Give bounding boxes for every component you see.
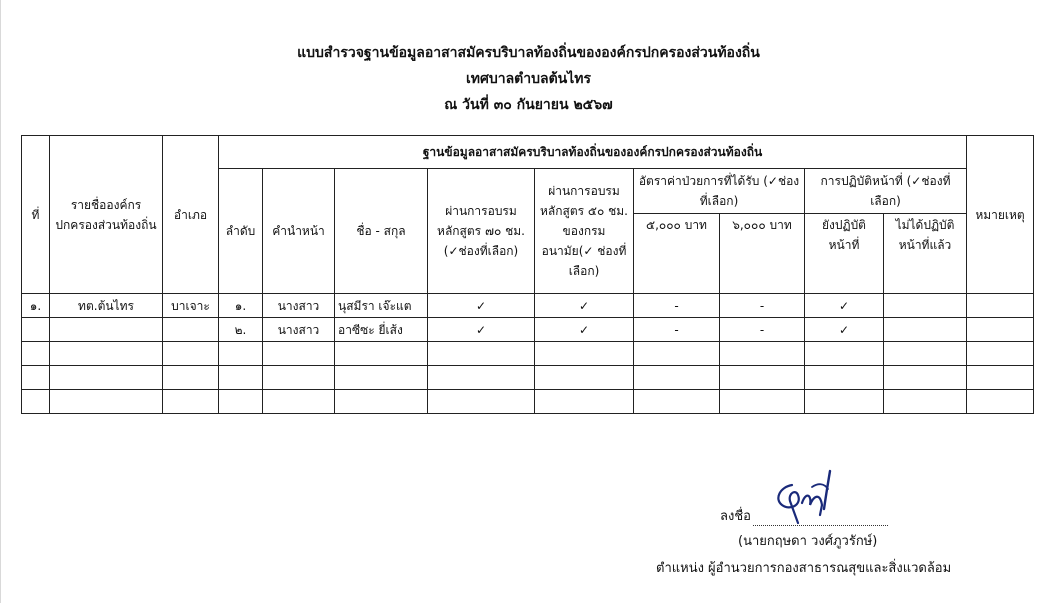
- cell-course70-check: ✓: [428, 318, 535, 342]
- col-header-group: ฐานข้อมูลอาสาสมัครบริบาลท้องถิ่นขององค์กรปกครองส่วนท้องถิ่น: [219, 136, 967, 169]
- col-header-allow-6000: ๖,๐๐๐ บาท: [720, 214, 805, 294]
- col-header-allowance: อัตราค่าป่วยการที่ได้รับ (✓ช่องที่เลือก): [634, 169, 805, 214]
- cell-district: บาเจาะ: [163, 294, 219, 318]
- col-header-duty-active: ยังปฏิบัติหน้าที่: [805, 214, 884, 294]
- col-header-duty-inactive: ไม่ได้ปฏิบัติหน้าที่แล้ว: [884, 214, 967, 294]
- col-header-no: ที่: [22, 136, 50, 294]
- page-edge: [0, 0, 1, 603]
- signature-label: ลงชื่อ: [720, 509, 751, 524]
- cell-duty-active-check: ✓: [805, 318, 884, 342]
- cell-allow-5000: -: [634, 294, 720, 318]
- cell-name: นุสมีรา เจ๊ะแต: [335, 294, 428, 318]
- cell-seq: ๑.: [219, 294, 263, 318]
- cell-duty-inactive: [884, 318, 967, 342]
- cell-course50-check: ✓: [535, 318, 634, 342]
- col-header-org-name: รายชื่อองค์กรปกครองส่วนท้องถิ่น: [50, 136, 163, 294]
- empty-row: [22, 390, 1034, 414]
- organization-name: เทศบาลตำบลต้นไทร: [465, 71, 592, 87]
- signature-dotted-line: [753, 513, 888, 526]
- cell-allow-6000: -: [720, 318, 805, 342]
- cell-remark: [967, 294, 1034, 318]
- col-header-remark: หมายเหตุ: [967, 136, 1034, 294]
- cell-seq: ๒.: [219, 318, 263, 342]
- survey-title: แบบสำรวจฐานข้อมูลอาสาสมัครบริบาลท้องถิ่นขององค์กรปกครองส่วนท้องถิ่น: [297, 45, 760, 61]
- col-header-duty: การปฏิบัติหน้าที่ (✓ช่องที่เลือก): [805, 169, 967, 214]
- cell-duty-active-check: ✓: [805, 294, 884, 318]
- table-row: [22, 294, 1034, 318]
- cell-no: [22, 318, 50, 342]
- col-header-name: ชื่อ - สกุล: [335, 169, 428, 294]
- signer-name: (นายกฤษดา วงศ์ภูวรักษ์): [738, 534, 878, 549]
- empty-row: [22, 342, 1034, 366]
- cell-org: [50, 318, 163, 342]
- cell-course70-check: ✓: [428, 294, 535, 318]
- col-header-course50: ผ่านการอบรมหลักสูตร ๕๐ ชม. ของกรมอนามัย(✓ ช่องที่เลือก): [535, 169, 634, 294]
- table-row: [22, 318, 1034, 342]
- cell-duty-inactive: [884, 294, 967, 318]
- cell-allow-6000: -: [720, 294, 805, 318]
- col-header-district: อำเภอ: [163, 136, 219, 294]
- cell-course50-check: ✓: [535, 294, 634, 318]
- signature-line: [720, 505, 888, 526]
- cell-remark: [967, 318, 1034, 342]
- signer-position: ตำแหน่ง ผู้อำนวยการกองสาธารณสุขและสิ่งแวดล้อม: [656, 561, 952, 576]
- survey-date: ณ วันที่ ๓๐ กันยายน ๒๕๖๗: [444, 97, 613, 113]
- cell-no: ๑.: [22, 294, 50, 318]
- cell-name: อาซีซะ ยี่เส้ง: [335, 318, 428, 342]
- col-header-prefix: คำนำหน้า: [263, 169, 335, 294]
- empty-row: [22, 366, 1034, 390]
- cell-district: [163, 318, 219, 342]
- col-header-seq: ลำดับ: [219, 169, 263, 294]
- cell-prefix: นางสาว: [263, 318, 335, 342]
- col-header-course70: ผ่านการอบรมหลักสูตร ๗๐ ชม. (✓ช่องที่เลือก): [428, 169, 535, 294]
- cell-allow-5000: -: [634, 318, 720, 342]
- col-header-allow-5000: ๕,๐๐๐ บาท: [634, 214, 720, 294]
- volunteer-table: [21, 135, 1034, 414]
- cell-prefix: นางสาว: [263, 294, 335, 318]
- cell-org: ทต.ต้นไทร: [50, 294, 163, 318]
